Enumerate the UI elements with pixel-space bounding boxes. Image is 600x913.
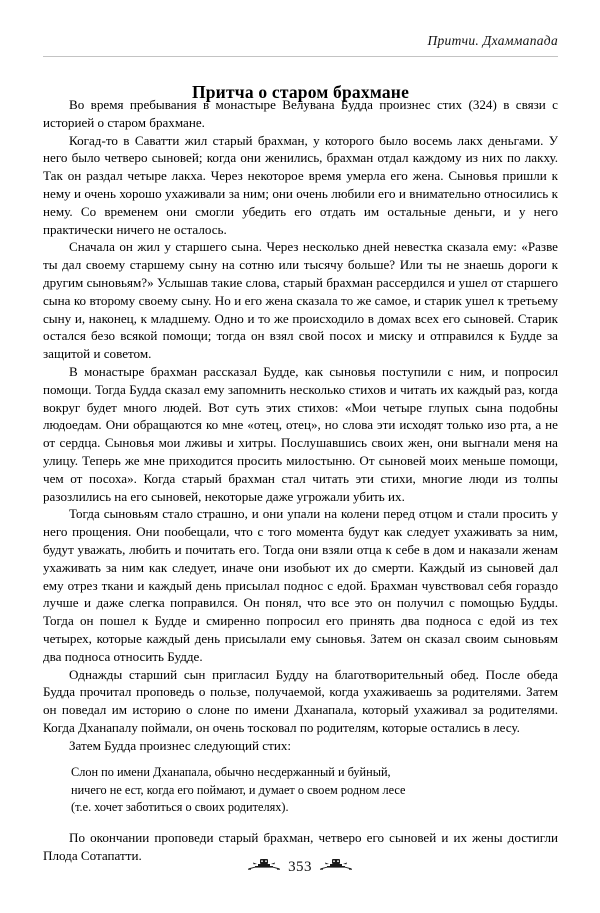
floral-ornament-icon (247, 858, 281, 876)
verse-block (43, 764, 558, 816)
verse-line: (т.е. хочет заботиться о своих родителях). (71, 800, 289, 815)
page-title: Притча о старом брахмане (191, 81, 410, 102)
floral-ornament-icon (319, 858, 353, 876)
body-text-block (43, 96, 558, 864)
verse-line: ничего не ест, когда его поймают, и думает о своем родном лесе (71, 782, 406, 797)
page-footer (0, 858, 600, 876)
paragraph: Однажды старший сын пригласил Будду на благотворительный обед. После обеда Будда прочитал проповедь о пользе, получаемой, когда ухаживаешь за родителями. Затем он поведал им историю о слоне по имени Дханапала, который ухаживал за родителями. Когда Дханапалу поймали, он очень тосковал по родителям, которые остались в лесу. (43, 666, 558, 735)
paragraph: Когад-то в Саватти жил старый брахман, у которого было восемь лакх деньгами. У него было четверо сыновей; когда они женились, брахман отдал каждому из них по лакху. Так он раздал четыре лакха. Через некоторое время умерла его жена. Сыновья пришли к нему и очень хорошо ухаживали за ним; они очень любили его и внимательно относились к нему. Со временем они смогли убедить его отдать им остальные деньги, и у него практически ничего не осталось. (43, 132, 558, 237)
paragraph: В монастыре брахман рассказал Будде, как сыновья поступили с ним, и попросил помощи. Тогда Будда сказал ему запомнить несколько стихов и читать их каждый раз, когда вокруг будет много людей. Вот суть этих стихов: «Мои четыре глупых сына подобны людоедам. Они обращаются ко мне «отец, отец», но слова эти исходят только изо рта, а не от сердца. Сыновья мои лживы и хитры. Послушавшись своих жен, они выгнали меня на улицу. Теперь же мне приходится просить милостыню. От сыновей моих меньше помощи, чем от посоха». Когда старый брахман стал читать эти стихи, многие люди из толпы разозлились на его сыновей, некоторые даже угрожали убить их. (43, 363, 558, 504)
verse-line: Слон по имени Дханапала, обычно несдержанный и буйный, (71, 765, 391, 780)
paragraph: Сначала он жил у старшего сына. Через несколько дней невестка сказала ему: «Разве ты дал своему старшему сыну на сотню или тысячу больше? Или ты не знаешь дороги к другим сыновьям?» Услышав такие слова, старый брахман рассердился и ушел от старшего сына ко второму своему сыну. Но и его жена сказала то же самое, и старик ушел к третьему сыну и, наконец, к младшему. Одно и то же происходило в домах всех его сыновей. Старик остался безо всякой помощи; тогда он взял свой посох и миску и отправился к Будде за защитой и советом. (43, 239, 558, 362)
page-number: 353 (288, 858, 312, 875)
header-rule-divider (43, 56, 558, 57)
paragraph: Во время пребывания в монастыре Велувана Будда произнес стих (324) в связи с историей о старом брахмане. (43, 97, 558, 130)
paragraph: Тогда сыновьям стало страшно, и они упали на колени перед отцом и стали просить у него прощения. Они пообещали, что с того момента будут как следует ухаживать за ним, будут уважать, любить и почитать его. Тогда они взяли отца к себе в дом и наказали женам ухаживать за ним как следует, иначе они изобьют их до смерти. Каждый из сыновей дал ему отрез ткани и каждый день присылал поднос с едой. Брахман чувствовал себя гораздо лучше и даже слегка поправился. Он понял, что все это он получил с помощью Будды. Тогда он пошел к Будде и смиренно попросил его принять два подноса с едой из тех четырех, которые каждый день присылали ему сыновья. Затем он сказал своим сыновьям два подноса относить Будде. (43, 506, 558, 664)
closing-paragraph: По окончании проповеди старый брахман, четверо его сыновей и их жены достигли Плода Сотапатти. (43, 829, 558, 863)
verse-intro-paragraph: Затем Будда произнес следующий стих: (69, 737, 292, 753)
running-header: Притчи. Дхаммапада (427, 33, 558, 48)
